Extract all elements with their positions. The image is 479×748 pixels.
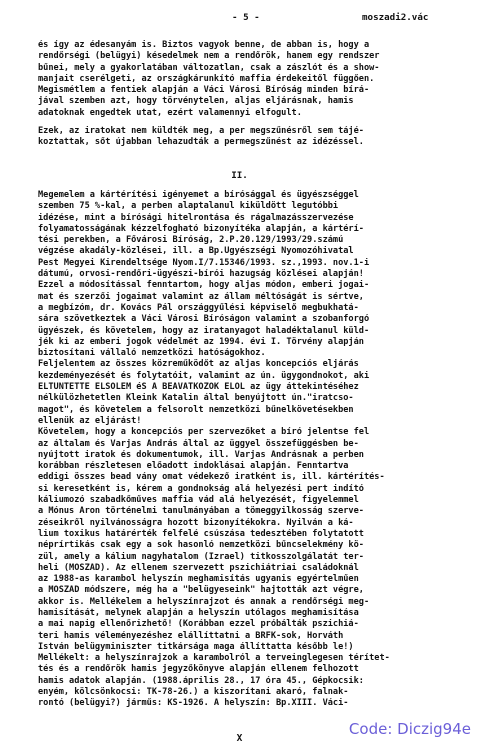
text-line: a Mónus Áron történelmi tanulmányában a tömeggyilkosság szerve- [38,506,364,517]
text-line: lium toxikus határérték felfelé csúszása tedesztében folytatott [38,528,364,539]
file-name: moszadi2.vác [362,12,429,23]
text-line: folyamatosságának kézzelfogható bizonyítéka alapján, a kártérí- [38,223,364,234]
text-line: enyém, kölcsönkocsi: TK-78-26.) a kiszorítani akaró, falnak- [38,687,349,698]
text-line: Megemelem a kártérítési igényemet a bírósággal és ügyészséggel [38,190,359,200]
text-line: eddigi összes bead vány omat védekező iratként is, ill. kártérítés- [38,472,385,483]
text-line: sára szövetkeztek a Váci Városi Bíróságon valamint a szobanforgó [38,314,370,325]
paragraph-2 [38,126,438,149]
text-line: Ezzel a módosítással fenntartom, hogy aljas módon, emberi jogai- [38,280,370,291]
text-line: biztosítani vállaló nemzetközi hatóságokhoz. [38,348,266,359]
text-line: rendőrségi (belügyi) késedelmek nem a rendőrök, hanem egy rendszer [38,51,380,62]
text-line: hamisítását, melynek alapján a helyszín utólagos meghamisítása [38,607,359,618]
text-line: tési perekben, a Fővárosi Bíróság, 2.P.20.129/1993/29.számú [38,235,344,246]
text-line: Mellékelt: a helyszínrajzok a karambolról a terveinglegesen térítet- [38,653,390,664]
text-line: Pest Megyei Kirendeltsége Nyom.I/7.15346/1993. sz.,1993. nov.1-i [38,257,370,268]
text-line: mat és szerzői jogaimat valamint az állam méltóságát is sértve, [38,291,364,302]
text-line: a MOSZAD módszere, még ha a "belügyeseink" hajtották azt végre, [38,585,364,596]
paragraph-1 [38,40,438,119]
text-line: si keresetként is, kérem a gondnokság alá helyezési pert indító [38,483,364,494]
text-line: káliumozó szabadkőműves maffia vád alá helyezését, figyelemmel [38,495,359,506]
text-line: zéseikről nyilvánosságra hozott bizonyítékokra. Nyilván a ká- [38,517,354,528]
text-line: manjait cserélgeti, az országkárunkító maffia érdekeitől függően. [38,73,375,84]
text-line: a mai napig ellenőrizhető! (Korábban ezzel próbálták pszichiá- [38,619,359,630]
text-line: szemben 75 %-kal, a perben alaptalanul kiküldött legutóbbi [38,201,339,212]
text-line: akkor is. Mellékelem a helyszínrajzot és annak a rendőrségi meg- [38,596,370,607]
text-line: koztattak, sőt újabban lehazudták a permegszűnést az idézéssel. [38,137,364,148]
text-line: idézése, mint a bírósági hitelrontása és rágalmazásszervezése [38,212,354,223]
text-line: ellenük az eljárást! [38,415,142,426]
end-mark: X [236,733,243,744]
text-line: a megbízóm, dr. Kovács Pál országgyűlési képviselő megbukhatá- [38,302,359,313]
paragraph-3 [38,190,438,710]
text-line: nyújtott iratok és dokumentumok, ill. Varjas Andrásnak a perben [38,449,364,460]
text-line: tés és a rendőrök hamis jegyzőkönyve alapján ellenem felhozott [38,664,359,675]
text-line: és így az édesanyám is. Biztos vagyok benne, de abban is, hogy a [38,40,370,50]
text-line: rontó (belügyi?) járműs: KS-1926. A helyszín: Bp.XIII. Váci- [38,698,349,709]
text-line: magot", és követelem a felsorolt nemzetközi bűnelkövetésekben [38,404,354,415]
text-line: Követelem, hogy a koncepciós per szervezőket a bíró jelentse fel [38,427,370,438]
text-line: adatoknak engedtek utat, ezért valamennyi elfogult. [38,107,302,118]
text-line: kezdeményezését és folytatóit, valamint az ún. ügygondnokot, aki [38,370,370,381]
page-header [0,12,479,26]
text-line: nélkülözhetetlen Kleink Katalin által benyújtott ún."iratcso- [38,393,354,404]
text-line: az 1988-as karambol helyszín meghamisítás ugyanis egyértelműen [38,574,359,585]
text-line: István belügyminiszter titkársága maga állíttatta később le!) [38,641,354,652]
text-line: Ezek, az iratokat nem küldték meg, a per megszűnésről sem tájé- [38,126,364,136]
text-line: teri hamis véleményezéshez elállíttatni a BRFK-sok, Horváth [38,630,344,641]
text-line: korábban részletesen előadott indoklásai alapján. Fenntartva [38,461,349,472]
text-line: Feljelentem az összes közreműködőt az aljas koncepciós eljárás [38,359,359,370]
text-line: ELTÜNTETTE ELSŐLEM éS A BEAVATKOZÓK ELŐL az ügy áttekintéséhez [38,382,359,393]
text-line: heli (MOSZAD). Az ellenem szervezett pszichiátriai családoknál [38,562,359,573]
text-line: Megismétlem a fentiek alapján a Váci Városi Bíróság minden bírá- [38,85,370,96]
text-line: hamis adatok alapján. (1988.április 28., 17 óra 45., Gépkocsik: [38,675,364,686]
text-line: zül, amely a kálium nagyhatalom (Izrael) titkosszolgálatát ter- [38,551,364,562]
page-number: - 5 - [232,12,260,23]
text-line: jával szemben azt, hogy törvénytelen, aljas eljárásnak, hamis [38,96,354,107]
text-line: néprírtikás csak egy a sok hasonló nemzetközi bűncselekmény kö- [38,540,364,551]
text-line: ügyészek, és követelem, hogy az iratanyagot haladéktalanul küld- [38,325,370,336]
text-line: az általam és Varjas András által az üggyel összefüggésben be- [38,438,359,449]
section-heading: II. [231,170,248,181]
text-line: jék ki az emberi jogok védelmét az 1994. évi I. Törvény alapján [38,336,364,347]
text-line: végzése akadály-közlései, ill. a Bp.Ügyészségi Nyomozóhivatal [38,246,354,257]
watermark-code: Code: Diczig94e [348,720,471,738]
text-line: dátumú, orvosi-rendőri-ügyészi-bírói hazugság közlései alapján! [38,269,364,280]
text-line: bűnei, mely a gyakorlatában változatlan, csak a zászlót és a show- [38,62,380,73]
